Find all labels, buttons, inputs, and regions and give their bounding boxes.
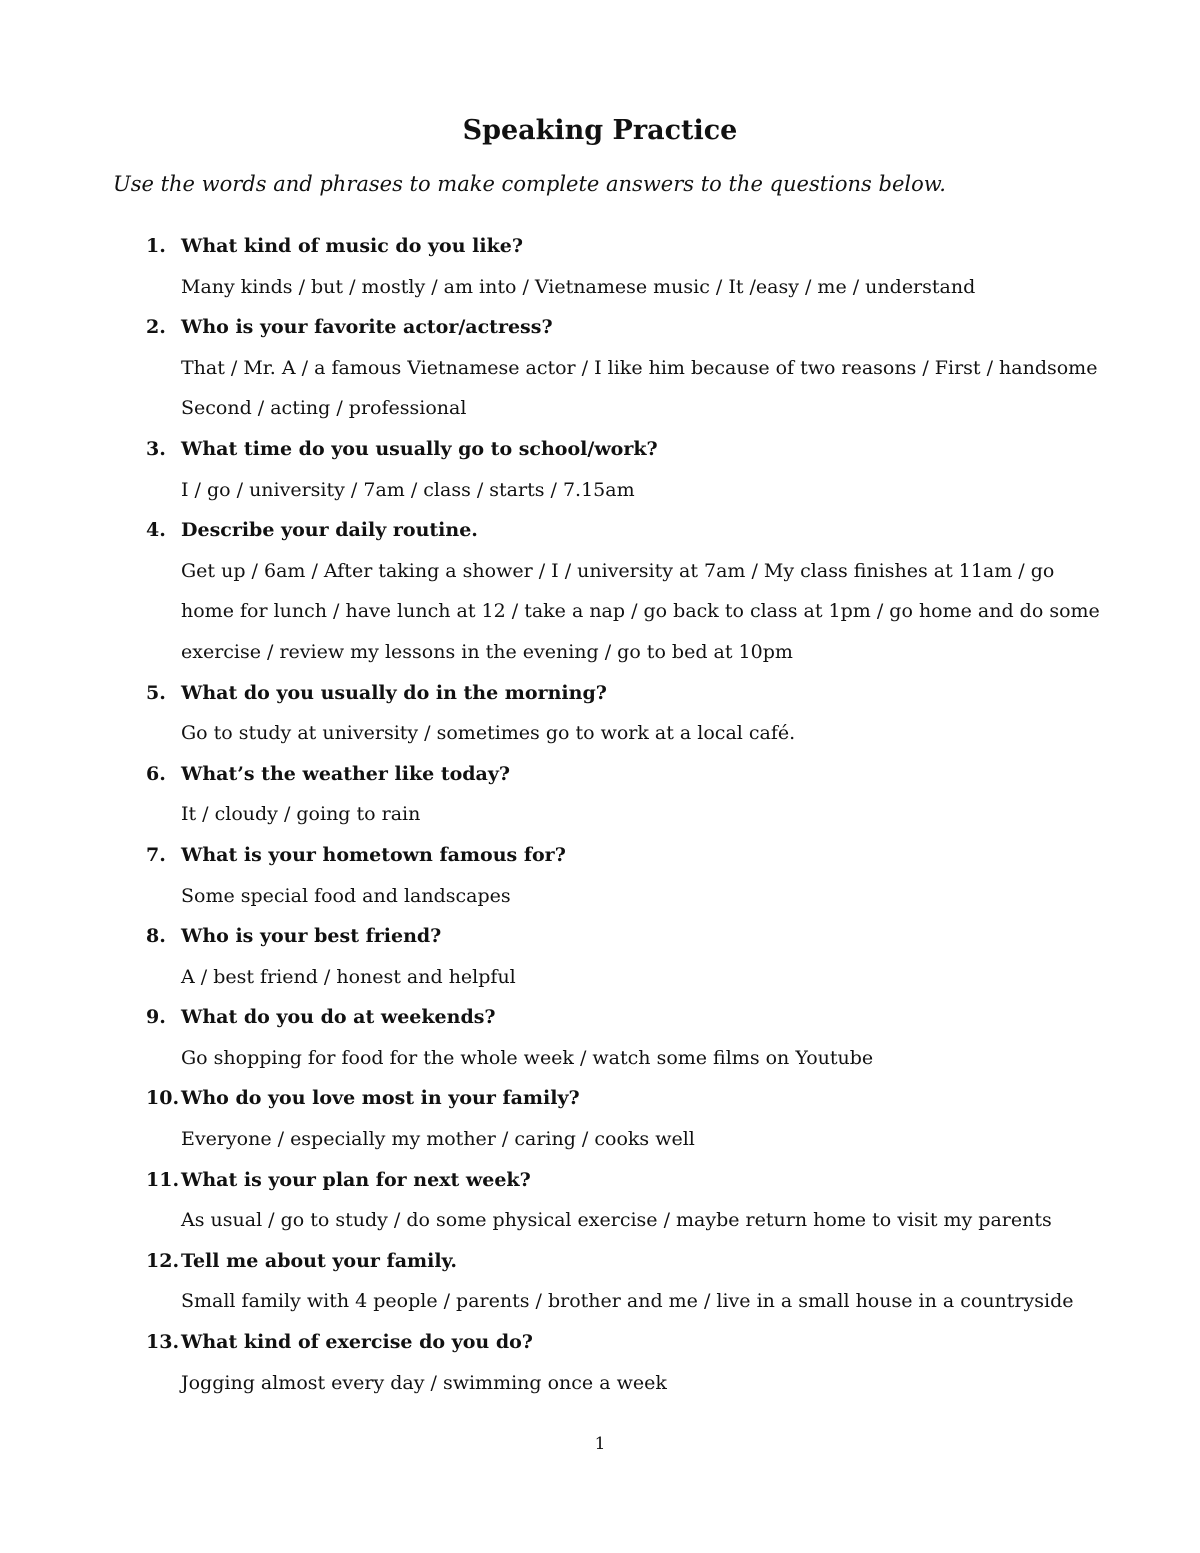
question-text: What is your hometown famous for? [181, 843, 566, 866]
instructions-text: Use the words and phrases to make complete answers to the questions below. [113, 172, 946, 196]
question-number: 7. [146, 843, 166, 866]
answer-prompt: A / best friend / honest and helpful [181, 965, 516, 988]
list-item [0, 754, 1200, 835]
question-text: What’s the weather like today? [181, 762, 511, 785]
question-list [0, 226, 1200, 1403]
list-item [0, 997, 1200, 1078]
question-number: 5. [146, 681, 166, 704]
question-text: What time do you usually go to school/work? [181, 437, 658, 460]
question-number: 10. [146, 1087, 180, 1110]
question-number: 11. [146, 1168, 180, 1191]
answer-prompt: Go to study at university / sometimes go to work at a local café. [181, 722, 796, 745]
list-item [0, 226, 1200, 307]
question-number: 12. [146, 1249, 180, 1272]
question-text: Who do you love most in your family? [181, 1087, 580, 1110]
page-title: Speaking Practice [462, 115, 738, 146]
question-number: 8. [146, 925, 166, 948]
answer-prompt: Everyone / especially my mother / caring / cooks well [181, 1128, 695, 1151]
answer-prompt: Go shopping for food for the whole week / watch some films on Youtube [181, 1046, 874, 1069]
question-text: Who is your favorite actor/actress? [181, 316, 553, 339]
question-number: 13. [146, 1331, 180, 1354]
question-text: What do you do at weekends? [181, 1006, 496, 1029]
answer-prompt: As usual / go to study / do some physical exercise / maybe return home to visit my parents [181, 1209, 1052, 1232]
list-item [0, 916, 1200, 997]
list-item [0, 510, 1200, 672]
answer-prompt: Some special food and landscapes [181, 884, 511, 907]
list-item [0, 835, 1200, 916]
answer-prompt: Get up / 6am / After taking a shower / I / university at 7am / My class finishes at 11am / go home for lunch / have lunch at 12 / take a nap / go back to class at 1pm / go home and do some exercise / review my lessons in the evening / go to bed at 10pm [181, 559, 1100, 663]
question-number: 9. [146, 1006, 166, 1029]
question-text: What is your plan for next week? [181, 1168, 531, 1191]
list-item [0, 1078, 1200, 1159]
question-number: 2. [146, 316, 166, 339]
question-text: Who is your best friend? [181, 925, 442, 948]
answer-prompt: That / Mr. A / a famous Vietnamese actor / I like him because of two reasons / First / handsome Second / acting / professional [181, 356, 1098, 420]
answer-prompt: Many kinds / but / mostly / am into / Vietnamese music / It /easy / me / understand [181, 275, 976, 298]
list-item [0, 1241, 1200, 1322]
question-text: What kind of exercise do you do? [181, 1331, 533, 1354]
page-number: 1 [594, 1434, 606, 1454]
list-item [0, 1160, 1200, 1241]
question-text: What do you usually do in the morning? [181, 681, 607, 704]
question-text: What kind of music do you like? [181, 235, 523, 257]
list-item [0, 1322, 1200, 1403]
question-text: Tell me about your family. [181, 1249, 458, 1272]
list-item [0, 429, 1200, 510]
question-number: 1. [146, 235, 166, 257]
question-number: 3. [146, 437, 166, 460]
question-text: Describe your daily routine. [181, 519, 478, 542]
answer-prompt: Jogging almost every day / swimming once a week [181, 1371, 667, 1394]
answer-prompt: I / go / university / 7am / class / starts / 7.15am [181, 478, 635, 501]
answer-prompt: Small family with 4 people / parents / brother and me / live in a small house in a countryside [181, 1290, 1074, 1313]
question-number: 6. [146, 762, 166, 785]
question-number: 4. [146, 519, 166, 542]
answer-prompt: It / cloudy / going to rain [181, 803, 421, 826]
list-item [0, 307, 1200, 429]
list-item [0, 673, 1200, 754]
